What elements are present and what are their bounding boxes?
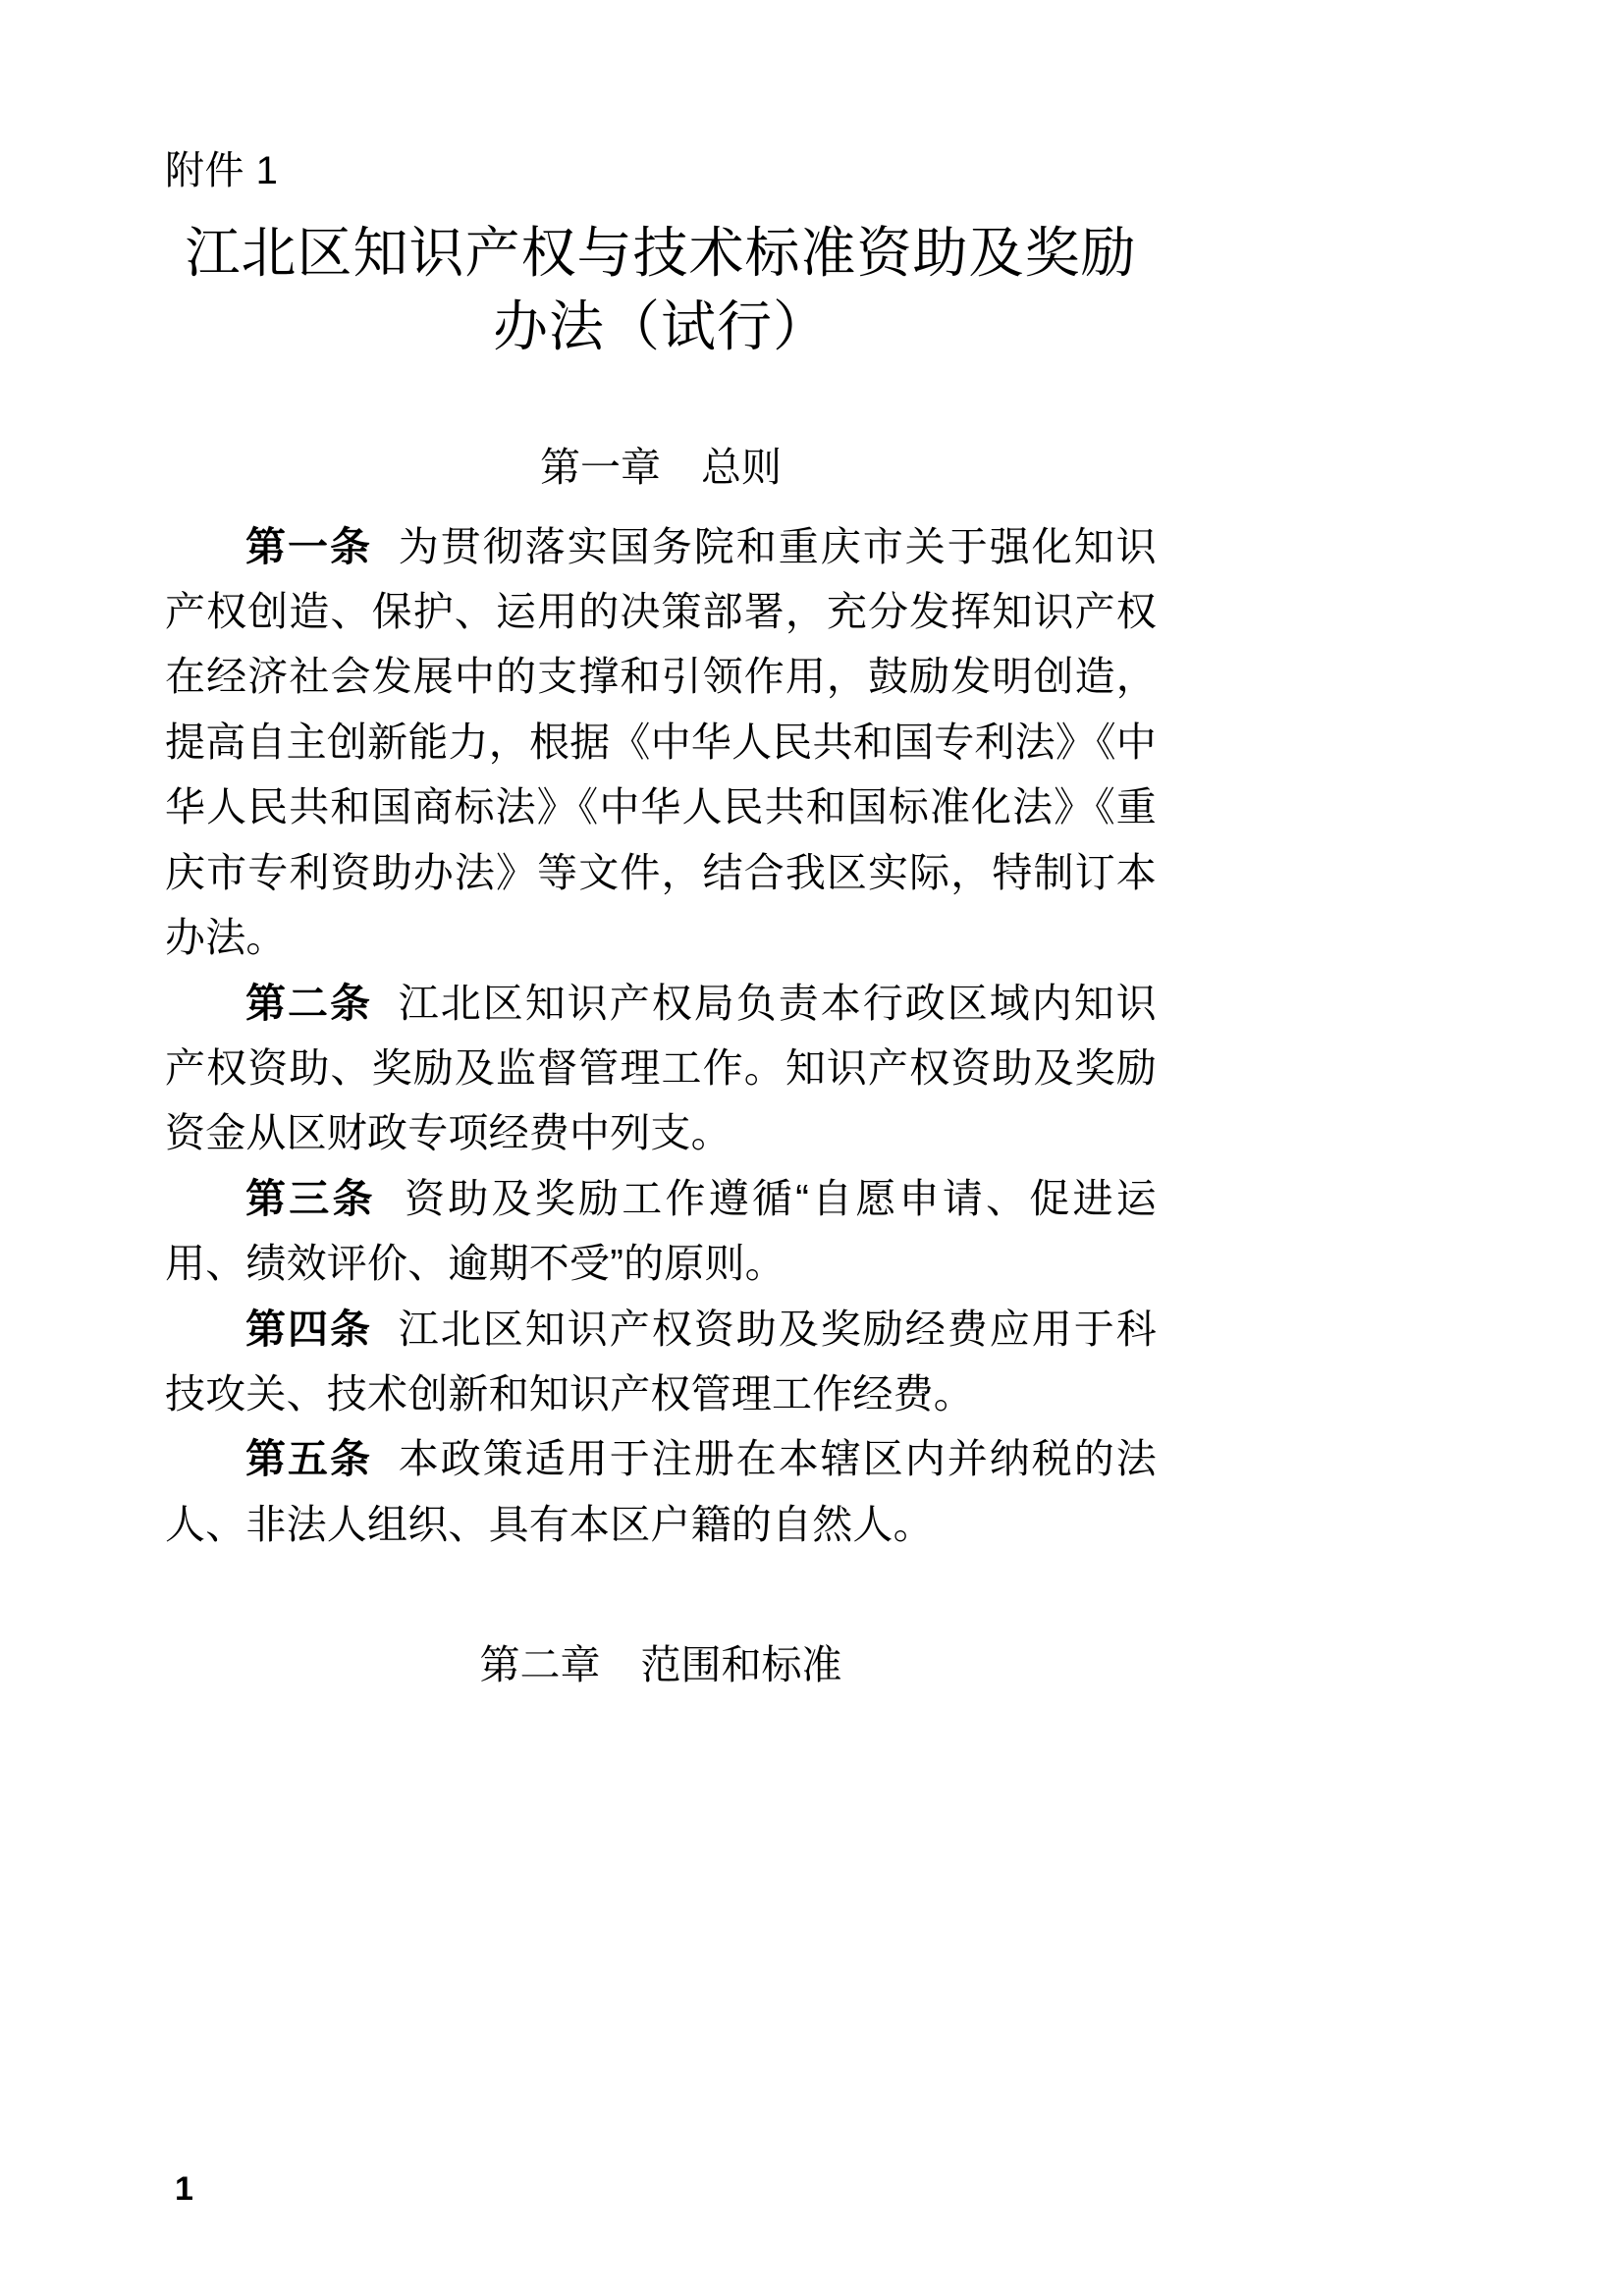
article-2-text: 江北区知识产权局负责本行政区域内知识产权资助、奖励及监督管理工作。知识产权资助及奖励资金从区财政专项经费中列支。	[165, 980, 1157, 1156]
article-1	[165, 514, 1157, 971]
page-content	[165, 147, 1157, 1698]
chapter-heading-two: 第二章 范围和标准	[479, 1642, 842, 1688]
article-4-text: 江北区知识产权资助及奖励经费应用于科技攻关、技术创新和知识产权管理工作经费。	[165, 1306, 1157, 1416]
page-title	[165, 216, 1157, 363]
article-5-number: 第五条	[245, 1436, 372, 1482]
article-3-text: 资助及奖励工作遵循“自愿申请、促进运用、绩效评价、逾期不受”的原则。	[165, 1175, 1157, 1287]
attachment-label: 附件 1	[165, 149, 279, 192]
article-3-number: 第三条	[245, 1175, 376, 1221]
article-4-number: 第四条	[245, 1306, 372, 1352]
article-3	[165, 1166, 1157, 1297]
chapter-heading-one: 第一章 总则	[540, 445, 782, 491]
article-1-text: 为贯彻落实国务院和重庆市关于强化知识产权创造、保护、运用的决策部署，充分发挥知识产权在经济社会发展中的支撑和引领作用，鼓励发明创造，提高自主创新能力，根据《中华人民共和国专利法》《中华人民共和国商标法》《中华人民共和国标准化法》《重庆市专利资助办法》等文件，结合我区实际，特制订本办法。	[165, 523, 1157, 961]
title-spacer	[165, 363, 1157, 436]
article-5	[165, 1426, 1157, 1557]
page-title-line-2: 办法（试行）	[493, 295, 829, 358]
article-2-number: 第二条	[245, 980, 372, 1026]
article-5-text: 本政策适用于注册在本辖区内并纳税的法人、非法人组织、具有本区户籍的自然人。	[165, 1436, 1157, 1547]
page-title-line-1: 江北区知识产权与技术标准资助及奖励	[185, 222, 1137, 284]
article-2	[165, 971, 1157, 1166]
article-4	[165, 1297, 1157, 1427]
article-1-number: 第一条	[245, 523, 372, 569]
page-number: 1	[175, 2170, 193, 2208]
